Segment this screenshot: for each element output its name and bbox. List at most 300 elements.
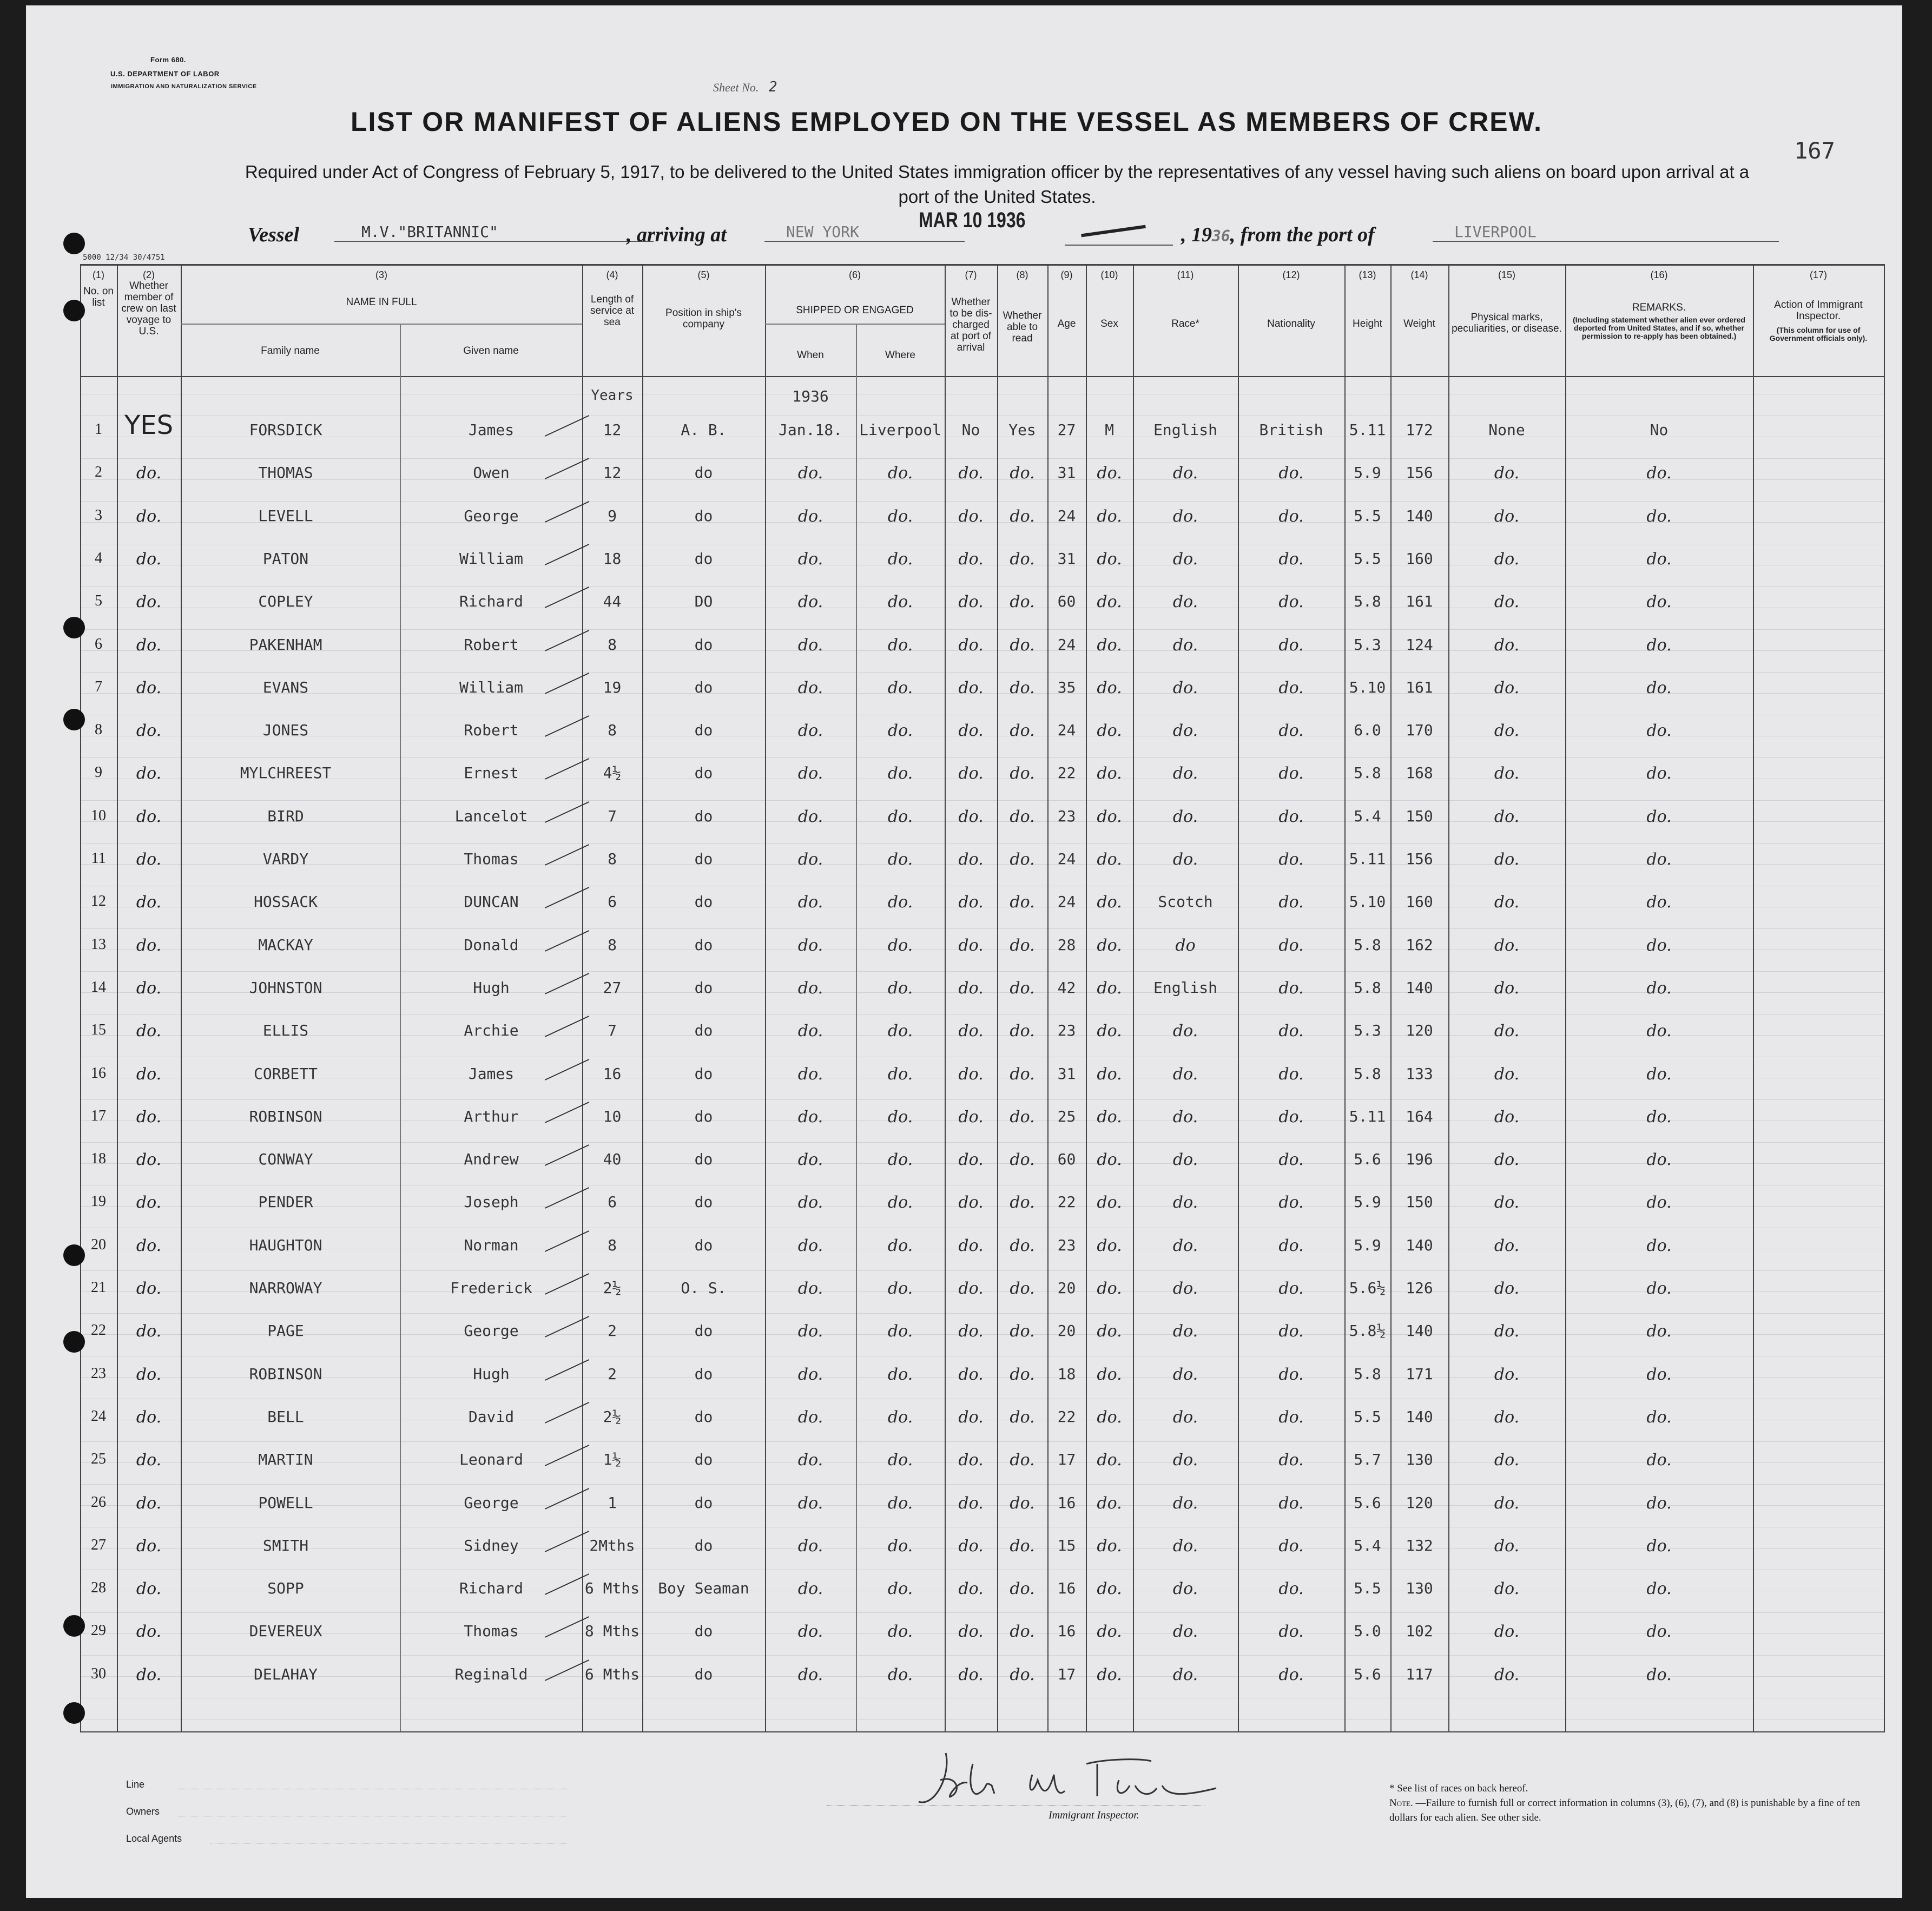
weight-cell: 120 xyxy=(1406,1493,1433,1512)
remarks-cell: do. xyxy=(1646,1365,1672,1384)
position-cell: do xyxy=(694,1064,713,1083)
height-cell: 5.9 xyxy=(1354,1193,1381,1211)
race-cell: do. xyxy=(1172,1365,1198,1384)
remarks-cell: do. xyxy=(1646,549,1672,569)
given-name-cell: Sidney xyxy=(464,1536,519,1554)
line-label: Line xyxy=(126,1779,145,1790)
service-length-cell: 2 xyxy=(608,1322,617,1340)
given-name-cell: David xyxy=(468,1407,515,1426)
discharged-cell: do. xyxy=(958,1150,984,1170)
weight-cell: 161 xyxy=(1406,678,1433,696)
physical-marks-cell: do. xyxy=(1494,721,1520,741)
nationality-cell: do. xyxy=(1278,1064,1304,1084)
race-cell: do. xyxy=(1172,764,1198,783)
nationality-header: Nationality xyxy=(1267,318,1315,330)
physical-marks-cell: do. xyxy=(1494,1193,1520,1213)
height-cell: 5.8 xyxy=(1354,935,1381,954)
shipped-where-cell: do. xyxy=(887,850,913,869)
row-number: 17 xyxy=(91,1107,106,1124)
column-number: (13) xyxy=(1359,269,1376,280)
discharged-cell: do. xyxy=(958,464,984,483)
position-cell: A. B. xyxy=(681,421,727,439)
given-name-cell: George xyxy=(464,506,519,525)
age-cell: 27 xyxy=(1057,421,1076,439)
family-name-header: Family name xyxy=(261,345,320,357)
discharged-cell: do. xyxy=(958,1193,984,1213)
arrival-port: NEW YORK xyxy=(764,223,965,242)
race-cell: Scotch xyxy=(1158,893,1213,911)
sex-header: Sex xyxy=(1100,318,1118,330)
weight-cell: 140 xyxy=(1406,1322,1433,1340)
discharged-cell: do. xyxy=(958,1665,984,1684)
ruling-line xyxy=(80,928,1885,929)
shipped-when-cell: do. xyxy=(797,978,823,998)
height-cell: 5.8 xyxy=(1354,978,1381,997)
physical-marks-cell: None xyxy=(1488,421,1525,439)
position-cell: do xyxy=(694,1022,713,1040)
service-length-cell: 12 xyxy=(603,421,622,439)
physical-marks-cell: do. xyxy=(1494,1665,1520,1684)
height-cell: 5.6 xyxy=(1354,1493,1381,1512)
height-cell: 5.5 xyxy=(1354,1407,1381,1426)
race-cell: do. xyxy=(1172,1493,1198,1513)
position-cell: do xyxy=(694,1493,713,1512)
shipped-when-cell: do. xyxy=(797,1579,823,1599)
race-header: Race* xyxy=(1171,318,1199,330)
able-to-read-cell: do. xyxy=(1010,893,1035,912)
shipped-when-cell: do. xyxy=(797,1064,823,1084)
given-name-cell: Thomas xyxy=(464,850,519,868)
shipped-when-cell: do. xyxy=(797,1236,823,1255)
remarks-cell: do. xyxy=(1646,1193,1672,1213)
height-cell: 5.8 xyxy=(1354,764,1381,782)
column-number: (2) xyxy=(143,269,155,280)
given-name-cell: Frederick xyxy=(450,1279,532,1297)
ruling-line xyxy=(80,971,1885,972)
race-cell: do. xyxy=(1172,506,1198,526)
service-length-cell: 2½ xyxy=(603,1279,622,1297)
position-cell: do xyxy=(694,464,713,482)
shipped-where-cell: do. xyxy=(887,678,913,697)
nationality-cell: do. xyxy=(1278,1451,1304,1470)
last-voyage-cell: do. xyxy=(136,1493,162,1513)
race-cell: do. xyxy=(1172,721,1198,741)
able-to-read-cell: Yes xyxy=(1008,421,1036,439)
family-name-cell: MACKAY xyxy=(258,935,313,954)
shipped-where-cell: do. xyxy=(887,506,913,526)
page-subtitle: Required under Act of Congress of February 5, 1917, to be delivered to the United States immigration officer by the representatives of any vessel having such aliens on board upon arrival at a port of the United States. xyxy=(245,162,1750,207)
shipped-when-cell: do. xyxy=(797,1536,823,1556)
able-to-read-cell: do. xyxy=(1010,1107,1035,1126)
ruling-line xyxy=(80,1142,1885,1143)
shipped-when-cell: do. xyxy=(797,764,823,783)
sex-cell: do. xyxy=(1097,1622,1122,1642)
struck-date-field xyxy=(1065,223,1173,246)
sex-cell: do. xyxy=(1097,1107,1122,1126)
family-name-cell: HOSSACK xyxy=(253,893,318,911)
shipped-when-cell: do. xyxy=(797,850,823,869)
sex-cell: do. xyxy=(1097,764,1122,783)
row-number: 13 xyxy=(91,935,106,953)
last-voyage-cell: do. xyxy=(136,1322,162,1341)
family-name-cell: ROBINSON xyxy=(249,1107,322,1125)
discharged-header: Whether to be dis-charged at port of arrival xyxy=(949,296,992,353)
physical-marks-header: Physical marks, peculiarities, or disease. xyxy=(1452,312,1562,334)
arriving-label: , arriving at xyxy=(627,223,727,246)
family-name-cell: THOMAS xyxy=(258,464,313,482)
given-name-cell: Hugh xyxy=(473,978,510,997)
binder-hole xyxy=(63,617,85,638)
given-name-cell: William xyxy=(459,678,523,696)
able-to-read-cell: do. xyxy=(1010,678,1035,697)
page-title: LIST OR MANIFEST OF ALIENS EMPLOYED ON THE VESSEL AS MEMBERS OF CREW. xyxy=(351,107,1542,137)
height-cell: 5.5 xyxy=(1354,1579,1381,1598)
family-name-cell: JONES xyxy=(262,721,309,740)
able-to-read-cell: do. xyxy=(1010,464,1035,483)
physical-marks-cell: do. xyxy=(1494,592,1520,612)
sex-cell: do. xyxy=(1097,1322,1122,1341)
weight-cell: 171 xyxy=(1406,1365,1433,1383)
shipped-when-cell: do. xyxy=(797,1451,823,1470)
remarks-header: REMARKS. xyxy=(1632,302,1686,313)
physical-marks-cell: do. xyxy=(1494,1493,1520,1513)
weight-cell: 140 xyxy=(1406,1236,1433,1254)
print-code: 5000 12/34 30/4751 xyxy=(83,253,165,262)
age-cell: 17 xyxy=(1057,1451,1076,1469)
given-name-cell: George xyxy=(464,1493,519,1512)
last-voyage-cell: do. xyxy=(136,1365,162,1384)
able-to-read-cell: do. xyxy=(1010,1665,1035,1684)
family-name-cell: PATON xyxy=(262,549,309,568)
last-voyage-cell: do. xyxy=(136,1107,162,1126)
last-voyage-cell: do. xyxy=(136,764,162,783)
last-voyage-cell: do. xyxy=(136,850,162,869)
age-cell: 24 xyxy=(1057,850,1076,868)
height-cell: 5.9 xyxy=(1354,464,1381,482)
row-number: 29 xyxy=(91,1622,106,1639)
row-number: 10 xyxy=(91,807,106,824)
remarks-cell: do. xyxy=(1646,1236,1672,1255)
able-to-read-cell: do. xyxy=(1010,1407,1035,1427)
last-voyage-cell: do. xyxy=(136,506,162,526)
shipped-when-cell: do. xyxy=(797,1407,823,1427)
department-name: U.S. DEPARTMENT OF LABOR xyxy=(110,70,220,78)
nationality-cell: do. xyxy=(1278,464,1304,483)
shipped-where-cell: do. xyxy=(887,1107,913,1126)
height-cell: 5.10 xyxy=(1349,893,1386,911)
remarks-cell: do. xyxy=(1646,1665,1672,1684)
age-cell: 25 xyxy=(1057,1107,1076,1125)
remarks-cell: do. xyxy=(1646,1407,1672,1427)
age-cell: 24 xyxy=(1057,893,1076,911)
given-name-cell: William xyxy=(459,549,523,568)
physical-marks-cell: do. xyxy=(1494,893,1520,912)
able-to-read-cell: do. xyxy=(1010,978,1035,998)
able-to-read-cell: do. xyxy=(1010,549,1035,569)
given-name-cell: Richard xyxy=(459,592,523,611)
nationality-cell: do. xyxy=(1278,635,1304,655)
service-length-cell: 7 xyxy=(608,1022,617,1040)
column-number: (12) xyxy=(1282,269,1300,280)
shipped-where-cell: do. xyxy=(887,935,913,955)
sex-cell: do. xyxy=(1097,549,1122,569)
discharged-cell: do. xyxy=(958,1365,984,1384)
height-cell: 5.4 xyxy=(1354,807,1381,825)
sex-cell: do. xyxy=(1097,1279,1122,1298)
age-cell: 60 xyxy=(1057,592,1076,611)
remarks-note: (Including statement whether alien ever ordered deported from United States, and if so, whether permission to re-apply has been obtained.) xyxy=(1573,315,1745,340)
nationality-cell: do. xyxy=(1278,1236,1304,1255)
service-length-cell: 9 xyxy=(608,506,617,525)
family-name-cell: CORBETT xyxy=(253,1064,318,1083)
able-to-read-cell: do. xyxy=(1010,1064,1035,1084)
ruling-line xyxy=(80,800,1885,801)
position-cell: do xyxy=(694,1193,713,1211)
position-cell: do xyxy=(694,764,713,782)
race-cell: do. xyxy=(1172,850,1198,869)
discharged-cell: do. xyxy=(958,678,984,697)
given-name-cell: Robert xyxy=(464,635,519,654)
position-cell: do xyxy=(694,807,713,825)
discharged-cell: do. xyxy=(958,1622,984,1642)
physical-marks-cell: do. xyxy=(1494,549,1520,569)
row-number: 5 xyxy=(95,592,102,610)
physical-marks-cell: do. xyxy=(1494,635,1520,655)
height-cell: 5.10 xyxy=(1349,678,1386,696)
age-cell: 28 xyxy=(1057,935,1076,954)
column-number: (3) xyxy=(375,269,387,280)
row-number: 12 xyxy=(91,893,106,910)
sex-cell: do. xyxy=(1097,464,1122,483)
remarks-cell: do. xyxy=(1646,635,1672,655)
discharged-cell: do. xyxy=(958,506,984,526)
discharged-cell: No xyxy=(961,421,980,439)
sex-cell: do. xyxy=(1097,935,1122,955)
last-voyage-cell: do. xyxy=(136,1665,162,1684)
remarks-cell: do. xyxy=(1646,1622,1672,1642)
discharged-cell: do. xyxy=(958,1407,984,1427)
service-length-cell: 8 xyxy=(608,721,617,740)
position-cell: Boy Seaman xyxy=(658,1579,749,1598)
row-number: 24 xyxy=(91,1407,106,1425)
shipped-where-cell: do. xyxy=(887,549,913,569)
position-cell: DO xyxy=(694,592,713,611)
shipped-when-cell: do. xyxy=(797,935,823,955)
service-length-cell: 18 xyxy=(603,549,622,568)
nationality-cell: do. xyxy=(1278,1193,1304,1213)
service-length-cell: 19 xyxy=(603,678,622,696)
race-cell: do. xyxy=(1172,1236,1198,1255)
position-cell: do xyxy=(694,1665,713,1683)
shipped-when-cell: do. xyxy=(797,1622,823,1642)
last-voyage-cell: do. xyxy=(136,1407,162,1427)
ruling-line xyxy=(80,458,1885,459)
family-name-cell: DELAHAY xyxy=(253,1665,318,1683)
given-name-cell: Hugh xyxy=(473,1365,510,1383)
race-cell: do. xyxy=(1172,1107,1198,1126)
family-name-cell: PAGE xyxy=(267,1322,304,1340)
shipped-where-cell: do. xyxy=(887,1150,913,1170)
row-number: 19 xyxy=(91,1193,106,1210)
weight-cell: 160 xyxy=(1406,549,1433,568)
discharged-cell: do. xyxy=(958,1493,984,1513)
last-voyage-cell: do. xyxy=(136,592,162,612)
physical-marks-cell: do. xyxy=(1494,1107,1520,1126)
position-cell: do xyxy=(694,1622,713,1640)
family-name-cell: PENDER xyxy=(258,1193,313,1211)
able-to-read-cell: do. xyxy=(1010,1236,1035,1255)
given-name-cell: DUNCAN xyxy=(464,893,519,911)
sex-cell: do. xyxy=(1097,1150,1122,1170)
shipped-where-cell: do. xyxy=(887,464,913,483)
family-name-cell: CONWAY xyxy=(258,1150,313,1169)
shipped-when-cell: do. xyxy=(797,549,823,569)
shipped-when-cell: do. xyxy=(797,1150,823,1170)
family-name-cell: COPLEY xyxy=(258,592,313,611)
given-name-cell: James xyxy=(468,421,515,439)
service-length-cell: 12 xyxy=(603,464,622,482)
shipped-when-cell: do. xyxy=(797,1279,823,1298)
position-cell: do xyxy=(694,678,713,696)
shipped-when-cell: Jan.18. xyxy=(778,421,842,439)
year-shipped: 1936 xyxy=(792,387,829,405)
shipped-where-cell: do. xyxy=(887,978,913,998)
height-cell: 5.11 xyxy=(1349,421,1386,439)
row-number: 7 xyxy=(95,678,102,695)
physical-marks-cell: do. xyxy=(1494,1407,1520,1427)
discharged-cell: do. xyxy=(958,635,984,655)
height-cell: 5.11 xyxy=(1349,850,1386,868)
nationality-cell: do. xyxy=(1278,549,1304,569)
able-to-read-cell: do. xyxy=(1010,635,1035,655)
discharged-cell: do. xyxy=(958,1322,984,1341)
shipped-where-cell: do. xyxy=(887,1022,913,1041)
height-cell: 5.0 xyxy=(1354,1622,1381,1640)
nationality-cell: do. xyxy=(1278,1022,1304,1041)
discharged-cell: do. xyxy=(958,1064,984,1084)
binder-hole xyxy=(63,1615,85,1637)
service-length-cell: 2 xyxy=(608,1365,617,1383)
able-to-read-cell: do. xyxy=(1010,592,1035,612)
nationality-cell: do. xyxy=(1278,721,1304,741)
height-cell: 5.6 xyxy=(1354,1150,1381,1169)
given-name-cell: George xyxy=(464,1322,519,1340)
ruling-line xyxy=(80,757,1885,758)
race-cell: do. xyxy=(1172,1451,1198,1470)
position-cell: do xyxy=(694,1536,713,1554)
binder-hole xyxy=(63,709,85,730)
given-name-cell: Norman xyxy=(464,1236,519,1254)
shipped-when-cell: do. xyxy=(797,464,823,483)
column-number: (6) xyxy=(849,269,861,280)
ruling-line xyxy=(80,1484,1885,1485)
race-cell: do. xyxy=(1172,464,1198,483)
height-cell: 5.5 xyxy=(1354,549,1381,568)
shipped-where-cell: do. xyxy=(887,893,913,912)
able-to-read-cell: do. xyxy=(1010,935,1035,955)
shipped-where-cell: Liverpool xyxy=(859,421,941,439)
column-number: (17) xyxy=(1809,269,1827,280)
remarks-cell: do. xyxy=(1646,464,1672,483)
last-voyage-cell: do. xyxy=(136,1064,162,1084)
family-name-cell: ELLIS xyxy=(262,1022,309,1040)
binder-hole xyxy=(63,300,85,321)
race-cell: do. xyxy=(1172,1665,1198,1684)
shipped-when-cell: do. xyxy=(797,893,823,912)
age-cell: 16 xyxy=(1057,1622,1076,1640)
row-number: 4 xyxy=(95,549,102,566)
height-cell: 5.7 xyxy=(1354,1451,1381,1469)
ruling-line xyxy=(80,1655,1885,1656)
row-number: 22 xyxy=(91,1322,106,1339)
row-number: 9 xyxy=(95,764,102,781)
position-cell: O. S. xyxy=(681,1279,727,1297)
physical-marks-cell: do. xyxy=(1494,1579,1520,1599)
weight-cell: 156 xyxy=(1406,464,1433,482)
discharged-cell: do. xyxy=(958,592,984,612)
last-voyage-cell: do. xyxy=(136,678,162,697)
nationality-cell: do. xyxy=(1278,1365,1304,1384)
row-number: 18 xyxy=(91,1150,106,1168)
inspector-caption: Immigrant Inspector. xyxy=(1049,1809,1139,1821)
ruling-line xyxy=(80,1099,1885,1100)
remarks-cell: do. xyxy=(1646,592,1672,612)
family-name-cell: NARROWAY xyxy=(249,1279,322,1297)
position-cell: do xyxy=(694,1322,713,1340)
sex-cell: do. xyxy=(1097,1451,1122,1470)
remarks-cell: do. xyxy=(1646,1279,1672,1298)
sex-cell: do. xyxy=(1097,1064,1122,1084)
given-name-cell: Donald xyxy=(464,935,519,954)
height-cell: 5.9 xyxy=(1354,1236,1381,1254)
physical-marks-cell: do. xyxy=(1494,1022,1520,1041)
nationality-cell: do. xyxy=(1278,1579,1304,1599)
physical-marks-cell: do. xyxy=(1494,464,1520,483)
sex-cell: do. xyxy=(1097,1536,1122,1556)
shipped-where-cell: do. xyxy=(887,1536,913,1556)
sex-cell: do. xyxy=(1097,592,1122,612)
shipped-when-cell: do. xyxy=(797,1022,823,1041)
shipped-where-cell: do. xyxy=(887,807,913,826)
last-voyage-cell: do. xyxy=(136,1536,162,1556)
row-number: 6 xyxy=(95,635,102,653)
nationality-cell: do. xyxy=(1278,935,1304,955)
age-cell: 18 xyxy=(1057,1365,1076,1383)
weight-cell: 170 xyxy=(1406,721,1433,740)
ruling-line xyxy=(80,1612,1885,1613)
given-name-cell: Richard xyxy=(459,1579,523,1598)
position-cell: do xyxy=(694,721,713,740)
shipped-where-cell: do. xyxy=(887,1279,913,1298)
service-length-cell: 8 xyxy=(608,1236,617,1254)
race-cell: do. xyxy=(1172,807,1198,826)
race-cell: do. xyxy=(1172,592,1198,612)
sex-cell: do. xyxy=(1097,1365,1122,1384)
last-voyage-cell: do. xyxy=(136,935,162,955)
sex-cell: do. xyxy=(1097,635,1122,655)
nationality-cell: do. xyxy=(1278,1622,1304,1642)
family-name-cell: MYLCHREEST xyxy=(240,764,332,782)
sex-cell: do. xyxy=(1097,506,1122,526)
remarks-cell: do. xyxy=(1646,893,1672,912)
age-cell: 23 xyxy=(1057,1236,1076,1254)
remarks-cell: do. xyxy=(1646,978,1672,998)
age-cell: 31 xyxy=(1057,549,1076,568)
discharged-cell: do. xyxy=(958,893,984,912)
race-cell: do. xyxy=(1172,635,1198,655)
family-name-cell: SOPP xyxy=(267,1579,304,1598)
nationality-cell: do. xyxy=(1278,592,1304,612)
